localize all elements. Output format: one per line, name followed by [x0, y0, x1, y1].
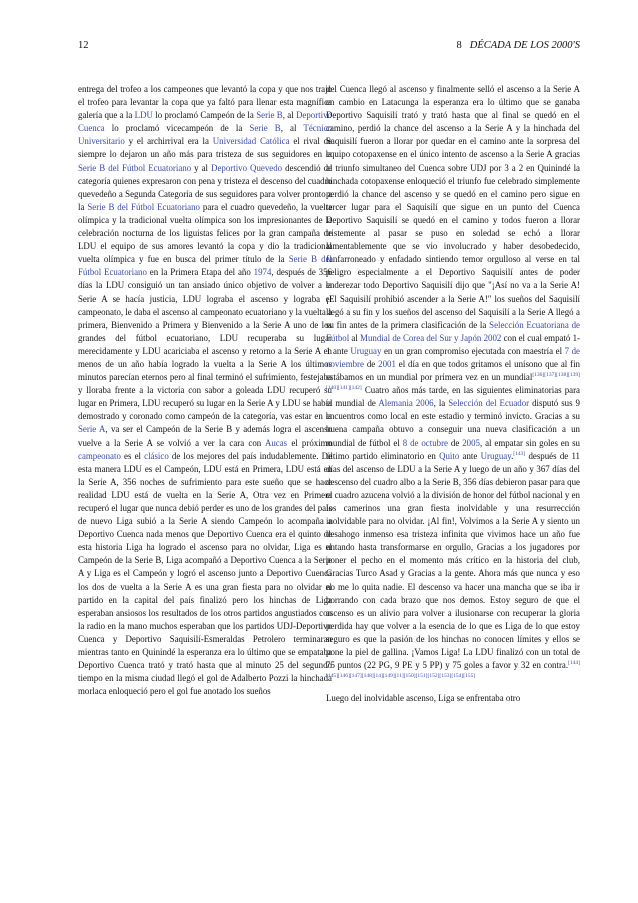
right-column [326, 83, 580, 705]
link-alemania-2006[interactable]: Alemania 2006 [378, 398, 434, 409]
text-span: de [448, 437, 463, 448]
link-uruguay[interactable]: Uruguay [350, 345, 382, 356]
link-7-de-noviembre[interactable]: 7 de noviembre [326, 345, 580, 369]
link-deportivo-cuenca[interactable]: Deportivo Cuenca [78, 110, 332, 134]
link-aucas[interactable]: Aucas [264, 437, 288, 448]
link-8-de-octubre[interactable]: 8 de octubre [402, 437, 448, 448]
text-span: de [363, 358, 379, 369]
text-span: el rival de siempre lo dejaron un año más para tristeza de sus seguidores en la [78, 136, 332, 160]
text-span: , al [282, 110, 296, 121]
link-campeonato[interactable]: campeonato [78, 450, 121, 461]
text-span: , al empatar sin goles en su último partido eliminatorio en [326, 437, 580, 461]
chapter-title: DÉCADA DE LOS 2000'S [469, 40, 580, 51]
text-span: del Cuenca llegó al ascenso y finalmente selló el ascenso a la Serie A en cambio en Latacunga la esperanza era lo último que se ganaba Deportivo Saquisilí trató y trató hasta que al final se quedó en el camino, perdió la chance del ascenso a la Serie A y la hinchada del Saquisilí fueron a llorar por quedar en el camino ante la sorpresa del equipo cotopaxense en el único intento de ascenso a la Serie A gracias al triunfo simultaneo del Cuenca sobre UDJ por 3 a 2 en Quinindé la hinchada cotopaxense enloqueció el triunfo fue celebrado simplemente perdió la chance del ascenso y se quedó en el camino pero sigue en tercer lugar para el Saquisilí que sigue en un punto del Cuenca Deportivo Saquisilí se quedó en el camino y todos fueron a llorar tristemente al pasar se puso en soledad se echó a llorar lamentablemente que se vio involucrado y haber desobedecido, fanfarroneado y enfadado sintiendo temor orgulloso al verse en tal peligro especialmente a el Deportivo Saquisilí antes de poder enderezar todo Deportivo Saquisilí dijo que "¡Así no va a la Serie A! ¡El Saquisilí prohibió ascender a la Serie A!" los sueños del Saquisilí llegó a su fin y los sueños del ascenso del Saquisilí a la Serie A llegó a su fin antes de la primera clasificación de la [326, 84, 580, 330]
text-span: de los mejores del país indudablemente. De esta manera LDU es el Campeón, LDU está en Primera, LDU está en la Serie A, 356 noches de sufrimiento para este sueño que se hace realidad LDU está de vuelta en la Serie A, Otra vez en Primera recuperó el lugar que nunca debió perder es uno de los grandes del país de nuevo Liga subió a la Serie A siendo Campeón lo acompaña a Deportivo Cuenca nada menos que Deportivo Cuenca era el quinto de esta historia Liga ha logrado el ascenso para no olvidar, Liga es el Campeón de la Serie B, Liga acompañó a Deportivo Cuenca a la Serie A y Liga es el Campeón y logró el ascenso junto a Deportivo Cuenca los dos de vuelta a la Serie A es una gran fiesta para no olvidar el partido en la capital del país finalizó pero los hinchas de Liga esperaban ansiosos los resultados de los otros partidos angustiados con la radio en la mano muchos esperaban que los partidos UDJ-Deportivo Cuenca y Deportivo Saquisilí-Esmeraldas Petrolero terminaran mientras tanto en Quinindé la esperanza era lo último que se empataba Deportivo Cuenca trató y trató hasta que al minuto 25 del segundo tiempo en la misma ciudad llegó el gol de Adalberto Pozzi la hinchada morlaca enloqueció pero el gol fue anotado los sueños [78, 450, 332, 697]
text-span: y el archirrival era la [124, 136, 213, 147]
text-span: después de 11 días del ascenso de LDU a la Serie A y luego de un año y 367 días del descenso del cuadro albo a la Serie B, 356 días debieron pasar para que el cuadro azucena volvió a la división de honor del fútbol nacional y en los camerinos una gran fiesta inolvidable y una resurrección inolvidable para no olvidar. ¡Al fin!, Volvimos a la Serie A y siento un desahogo inmenso esa tristeza infinita que vivimos hace un año fue untando hasta transformarse en orgullo, Gracias a los jugadores por poner el pecho en el momento más crítico en la historia del club, Gracias Turco Asad y Gracias a la gente. Ahora más que nunca y eso no me lo quita nadie. El descenso va hacer una mancha que se iba ir borrando con cada brazo que nos demos. Estoy seguro de que el ascenso es un alivio para volver a ilusionarse con recuperar la gloria perdida hay que volver a la esencia de lo que es Liga de lo que estoy seguro es que la pasión de los hinchas no conocen límites y ellos se pone la piel de gallina. ¡Vamos Liga! La LDU finalizó con un total de 75 puntos (22 PG, 9 PE y 5 PP) y 75 goles a favor y 32 en contra. [326, 450, 580, 671]
link-quito[interactable]: Quito [439, 450, 460, 461]
link-mundial-2002[interactable]: Mundial de Corea del Sur y Japón 2002 [360, 332, 502, 343]
text-span: descendió de categoría quienes expresaron con pena y tristeza el descenso del cuadro quevedeño a Segunda Categoría de sus seguidores para volver pronto a la [78, 162, 332, 212]
link-seleccion-del-ecuador[interactable]: Selección del Ecuador [448, 398, 530, 409]
text-span: , después de 356 días la LDU consiguió un tan ansiado único objetivo de volver a la Serie A se hacía justicia, LDU lograba el ascenso y lograba el campeonato, le daba el ascenso al campeonato ecuatoriano y la vuelta a primera, Bienvenido a Primera y Bienvenido a la Serie A uno de los grandes del fútbol ecuatoriano, LDU recuperaba su lugar merecidamente y LDU acariciaba el ascenso y retorno a la Serie A en menos de un año había logrado la vuelta a la Serie A los últimos minutos parecían eternos pero al final terminó el sufrimiento, festejaba y lloraba frente a la victoria con sabor a goleada LDU recuperó su lugar en Primera, LDU recuperó su lugar en la Serie A y LDU se había demostrado y coronado como campeón de la categoría, vas estar en la [78, 267, 332, 422]
link-seleccion-ecuatoriana[interactable]: Selección Ecuatoriana de Fútbol [326, 319, 580, 343]
text-span: . [511, 450, 514, 461]
link-clasico[interactable]: clásico [144, 450, 169, 461]
text-span: , la [433, 398, 449, 409]
text-span: al [349, 332, 361, 343]
text-span: el día en que todos gritamos el unísono que al fin estábamos en un mundial por primera vez en un mundial [326, 358, 580, 383]
text-span: , al [280, 123, 304, 134]
link-universidad-catolica[interactable]: Universidad Católica [212, 136, 290, 147]
text-span: en la Primera Etapa del año [146, 267, 254, 278]
text-span: en un gran compromiso ejecutada con maestría el [381, 345, 565, 356]
link-2001[interactable]: 2001 [378, 358, 396, 369]
link-deportivo-quevedo[interactable]: Deportivo Quevedo [211, 162, 283, 173]
text-span: es el [120, 450, 145, 461]
text-span: disputó sus 9 encuentros como local en este estadio y terminó invicto. Gracias a su buena campaña obtuvo a conseguir una nueva clasificación a un mundial de fútbol el [326, 398, 580, 448]
link-ldu[interactable]: LDU [134, 110, 153, 121]
left-paragraph [78, 83, 332, 698]
text-span: y al [191, 162, 212, 173]
link-uruguay[interactable]: Uruguay [480, 450, 512, 461]
citation-refs[interactable]: [136][137][138][139][140][141][142] [326, 372, 580, 392]
link-tecnico-universitario[interactable]: Técnico Universitario [78, 123, 333, 147]
text-span: ante [459, 450, 481, 461]
citation-refs[interactable]: [144][145][146][147][148][14][149][11][150][151][152][153][154][155] [326, 660, 580, 680]
text-span: con el cual empató 1-1 ante [326, 332, 580, 356]
right-paragraph [326, 83, 580, 685]
link-serie-b[interactable]: Serie B [249, 123, 281, 134]
right-paragraph-2: Luego del inolvidable ascenso, Liga se enfrentaba otro [326, 693, 521, 704]
text-span: , va ser el Campeón de la Serie B y además logra el ascenso vuelve a la Serie A se volvió a ver la cara con [78, 424, 333, 448]
chapter-number: 8 [456, 40, 462, 51]
text-span: lo proclamó Campeón de la [152, 110, 257, 121]
left-column [78, 83, 332, 698]
page-number: 12 [78, 40, 89, 51]
link-serie-b-futbol-ecuatoriano[interactable]: Serie B del Fútbol Ecuatoriano [78, 162, 192, 173]
link-serie-a[interactable]: Serie A [78, 424, 106, 435]
text-span: el próximo [287, 437, 333, 448]
link-serie-b[interactable]: Serie B [256, 110, 283, 121]
link-2005[interactable]: 2005 [462, 437, 480, 448]
text-span: para el cuadro quevedeño, la vuelta olímpica y la tradicional vuelta olímpica son los impresionantes de la celebración nocturna de los liguistas felices por la gran campaña de LDU el equipo de sus amores levantó la copa y dio la tradicional vuelta olímpica y fue en busca del primer título de la [78, 201, 333, 265]
citation-ref[interactable]: [143] [513, 450, 526, 457]
text-span: Cuatro años más tarde, en las siguientes eliminatorias para el mundial de [326, 385, 580, 409]
text-span: entrega del trofeo a los campeones que levantó la copa y que nos trajo el trofeo para levantar la copa que ya faltó para llenar esta magnífica galería que a la [78, 84, 332, 121]
link-serie-b-futbol-ecuatoriano[interactable]: Serie B del Fútbol Ecuatoriano [87, 201, 200, 212]
link-serie-b-futbol-ecuatoriano[interactable]: Serie B del Fútbol Ecuatoriano [78, 254, 332, 278]
running-header [456, 40, 580, 52]
link-1974[interactable]: 1974 [253, 267, 272, 278]
text-span: lo proclamó vicecampeón de la [104, 123, 250, 134]
